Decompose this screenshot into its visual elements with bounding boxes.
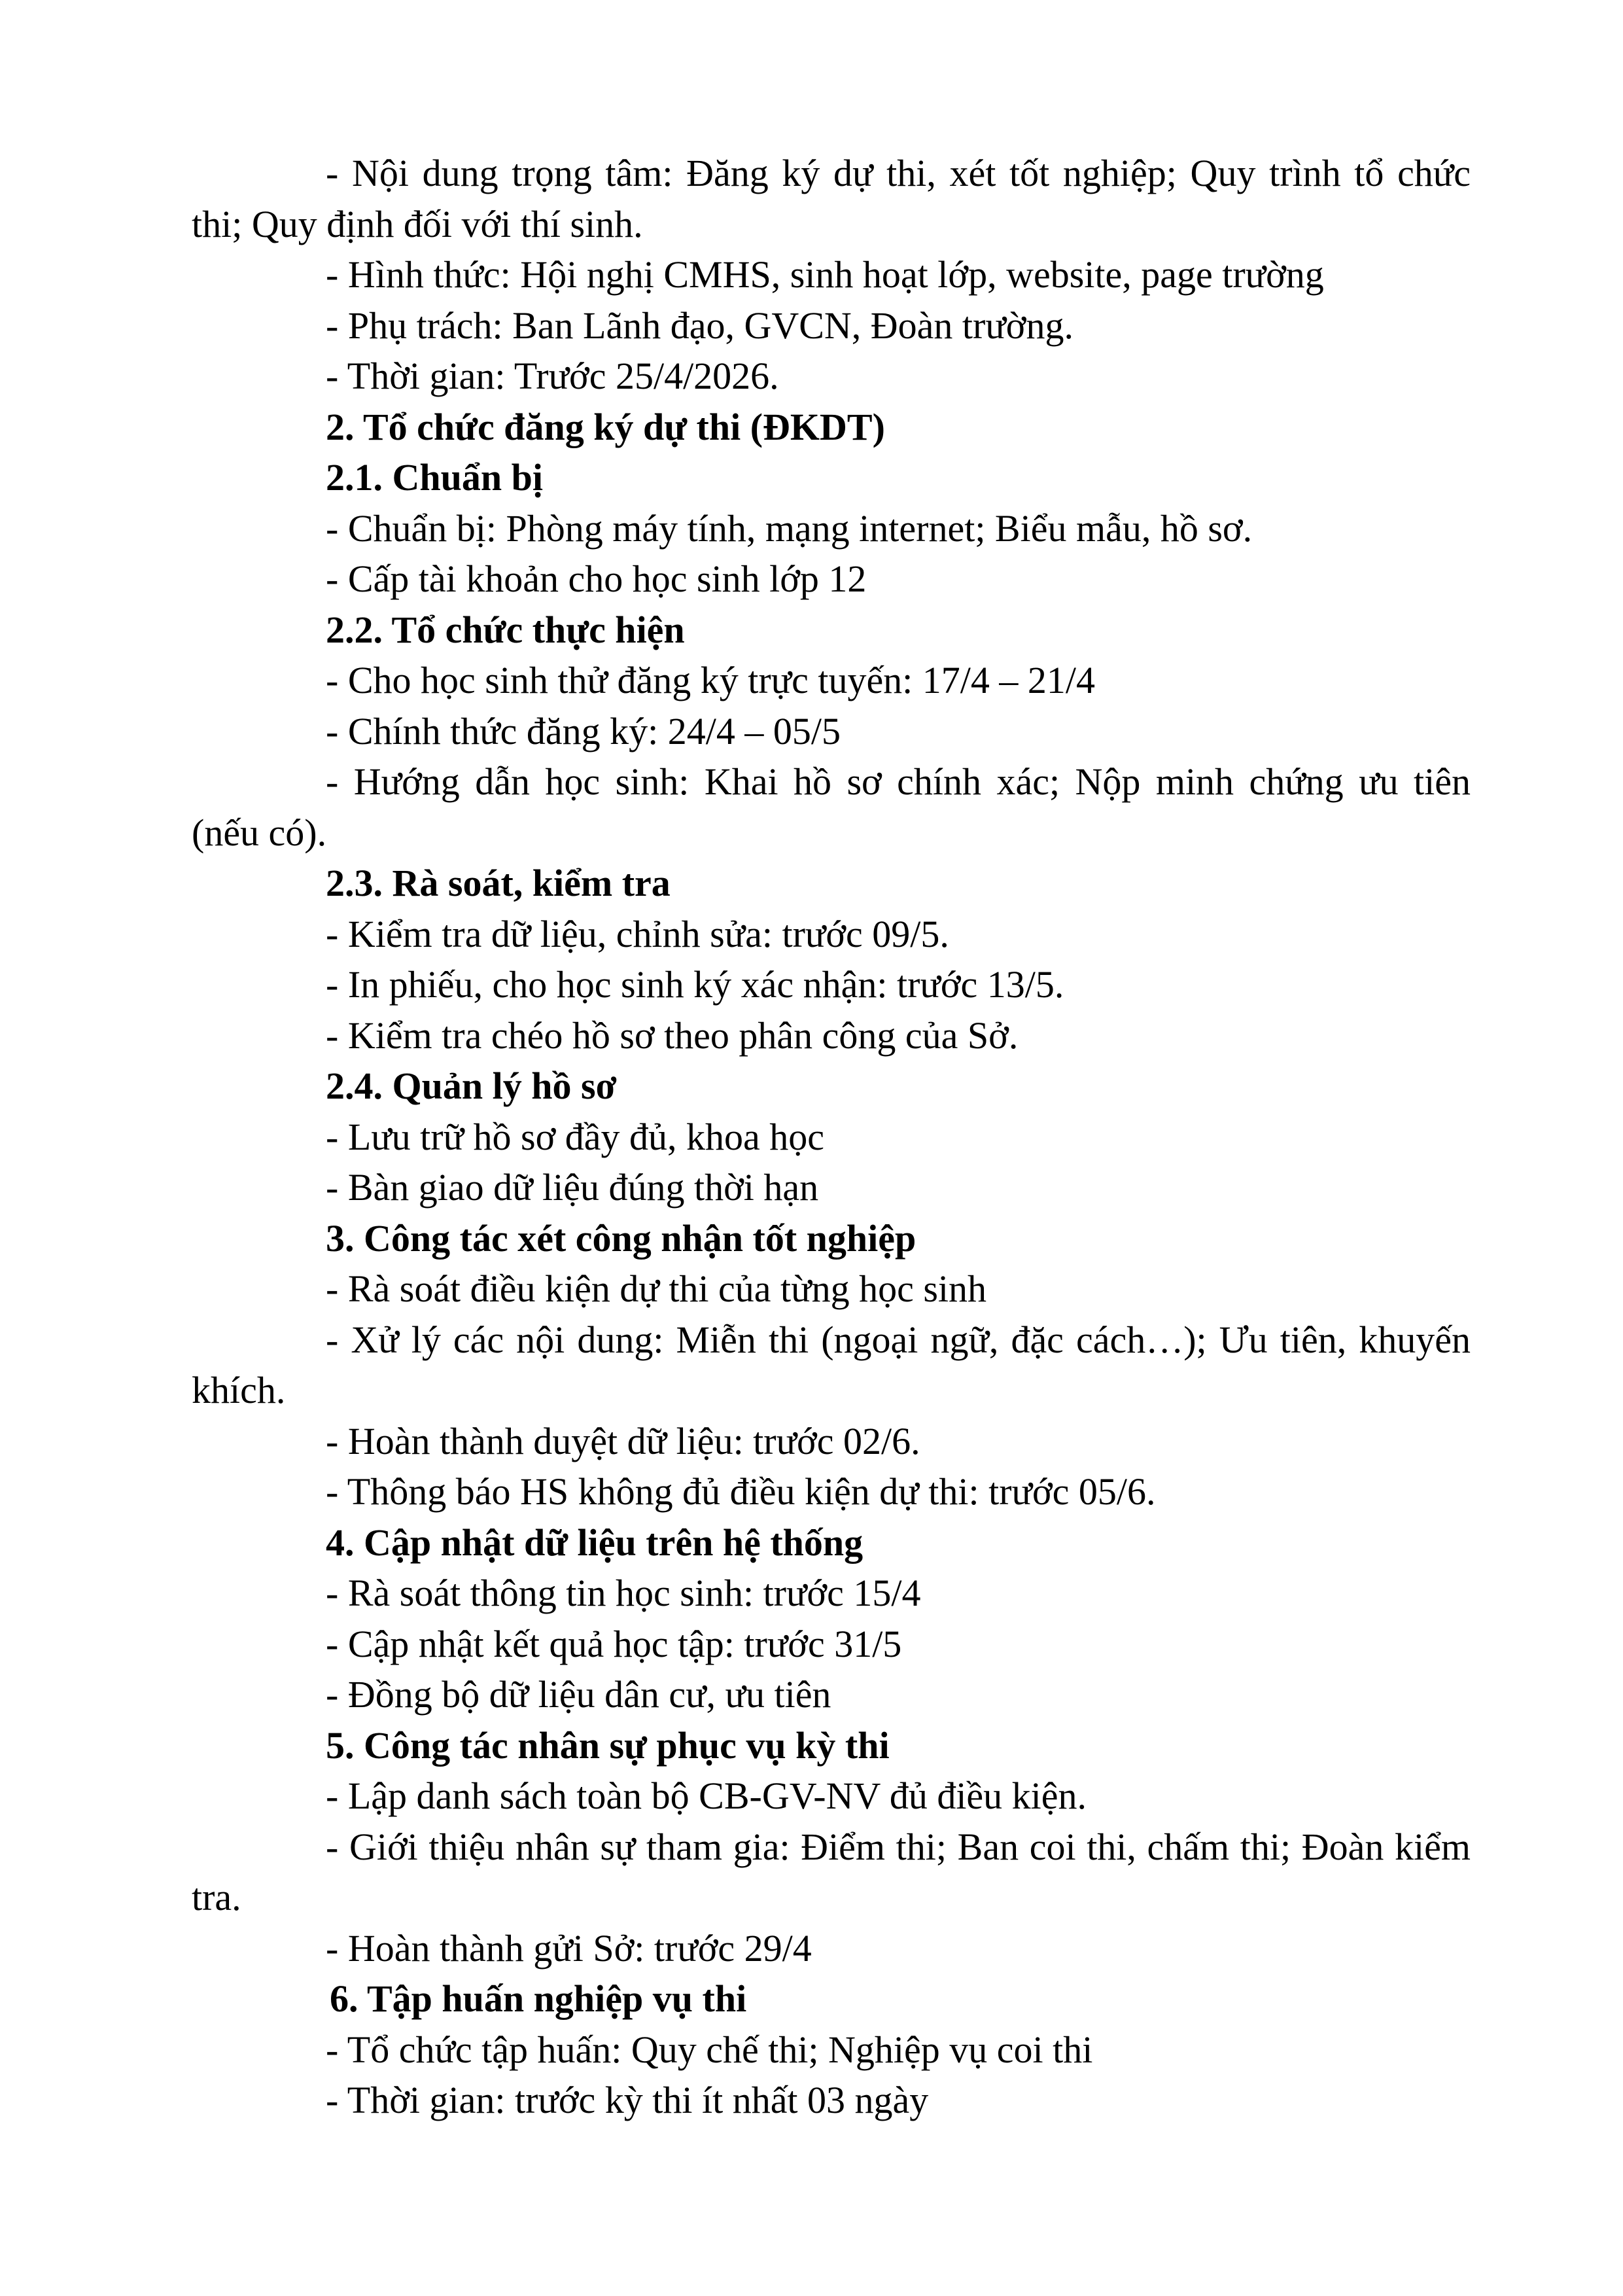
body-text-line: - Hướng dẫn học sinh: Khai hồ sơ chính xác; Nộp minh chứng ưu tiên	[326, 760, 1471, 803]
section-heading: 2. Tổ chức đăng ký dự thi (ĐKDT)	[326, 405, 885, 448]
body-text-line: - In phiếu, cho học sinh ký xác nhận: trước 13/5.	[326, 963, 1064, 1006]
body-text-line: - Cấp tài khoản cho học sinh lớp 12	[326, 557, 867, 600]
body-text-line: - Xử lý các nội dung: Miễn thi (ngoại ngữ, đặc cách…); Ưu tiên, khuyến	[326, 1318, 1471, 1361]
body-text-line: - Thông báo HS không đủ điều kiện dự thi: trước 05/6.	[326, 1470, 1156, 1513]
body-text-line: - Tổ chức tập huấn: Quy chế thi; Nghiệp vụ coi thi	[326, 2028, 1093, 2071]
body-text-line: - Cập nhật kết quả học tập: trước 31/5	[326, 1622, 902, 1665]
section-heading: 6. Tập huấn nghiệp vụ thi	[330, 1977, 747, 2020]
section-heading: 2.2. Tổ chức thực hiện	[326, 608, 685, 651]
body-text-line: - Giới thiệu nhân sự tham gia: Điểm thi; Ban coi thi, chấm thi; Đoàn kiểm	[326, 1825, 1471, 1868]
body-text-line: - Hình thức: Hội nghị CMHS, sinh hoạt lớp, website, page trường	[326, 253, 1324, 296]
body-text-line: tra.	[192, 1876, 241, 1918]
section-heading: 2.1. Chuẩn bị	[326, 456, 544, 499]
body-text-line: - Cho học sinh thử đăng ký trực tuyến: 17/4 – 21/4	[326, 659, 1096, 701]
body-text-line: - Thời gian: Trước 25/4/2026.	[326, 355, 779, 397]
body-text-line: - Hoàn thành gửi Sở: trước 29/4	[326, 1926, 812, 1969]
body-text-line: khích.	[192, 1369, 286, 1411]
body-text-line: (nếu có).	[192, 811, 327, 854]
body-text-line: - Kiểm tra chéo hồ sơ theo phân công của Sở.	[326, 1014, 1019, 1057]
section-heading: 3. Công tác xét công nhận tốt nghiệp	[326, 1216, 916, 1260]
body-text-line: - Nội dung trọng tâm: Đăng ký dự thi, xét tốt nghiệp; Quy trình tổ chức	[326, 152, 1471, 194]
section-heading: 2.4. Quản lý hồ sơ	[326, 1065, 617, 1107]
body-text-line: - Rà soát thông tin học sinh: trước 15/4	[326, 1572, 921, 1614]
body-text-line: - Phụ trách: Ban Lãnh đạo, GVCN, Đoàn trường.	[326, 304, 1073, 347]
body-text-line: - Lưu trữ hồ sơ đầy đủ, khoa học	[326, 1115, 825, 1158]
body-text-line: - Chính thức đăng ký: 24/4 – 05/5	[326, 709, 841, 752]
body-text-line: thi; Quy định đối với thí sinh.	[192, 202, 643, 245]
section-heading: 4. Cập nhật dữ liệu trên hệ thống	[326, 1521, 864, 1564]
document-page	[192, 148, 1471, 2126]
body-text-line: - Lập danh sách toàn bộ CB-GV-NV đủ điều kiện.	[326, 1775, 1087, 1817]
section-heading: 2.3. Rà soát, kiểm tra	[326, 862, 671, 904]
body-text-line: - Bàn giao dữ liệu đúng thời hạn	[326, 1166, 819, 1209]
body-text-line: - Kiểm tra dữ liệu, chỉnh sửa: trước 09/5.	[326, 912, 949, 955]
section-heading: 5. Công tác nhân sự phục vụ kỳ thi	[326, 1723, 890, 1767]
body-text-line: - Rà soát điều kiện dự thi của từng học sinh	[326, 1267, 987, 1310]
body-text-line: - Thời gian: trước kỳ thi ít nhất 03 ngày	[326, 2079, 929, 2121]
body-text-line: - Chuẩn bị: Phòng máy tính, mạng internet; Biểu mẫu, hồ sơ.	[326, 506, 1253, 550]
body-text-line: - Hoàn thành duyệt dữ liệu: trước 02/6.	[326, 1419, 920, 1462]
body-text-line: - Đồng bộ dữ liệu dân cư, ưu tiên	[326, 1673, 831, 1716]
